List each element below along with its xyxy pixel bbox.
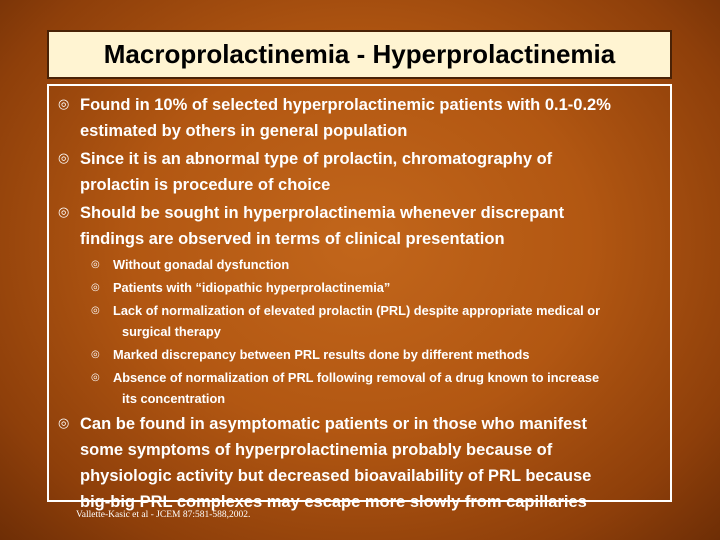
sub-bullet-text-line: Without gonadal dysfunction [113,257,290,272]
sub-bullet-item [91,367,662,409]
bullet-item [58,411,662,515]
bullet-icon: ◎ [58,151,70,166]
sub-bullet-item [91,254,662,275]
sub-bullet-icon: ◎ [91,305,100,316]
bullet-item [58,146,662,198]
bullet-text-line: Found in 10% of selected hyperprolactinemic patients with 0.1-0.2% [80,96,611,114]
sub-bullet-text-line: its concentration [122,391,226,406]
bullet-text-line: findings are observed in terms of clinical presentation [80,230,505,248]
sub-bullet-icon: ◎ [91,259,100,270]
sub-bullet-text-line: Marked discrepancy between PRL results done by different methods [113,347,530,362]
bullet-item [58,92,662,144]
bullet-text-line: estimated by others in general population [80,122,408,140]
sub-bullet-icon: ◎ [91,372,100,383]
bullet-icon: ◎ [58,97,70,112]
sub-bullet-icon: ◎ [91,349,100,360]
content-box [47,84,672,511]
slide-title: Macroprolactinemia - Hyperprolactinemia [103,39,616,69]
bullet-text-line: Can be found in asymptomatic patients or in those who manifest [80,415,587,433]
sub-bullet-item [91,344,662,365]
sub-bullet-text-line: Patients with “idiopathic hyperprolactinemia” [113,280,391,295]
bullet-text-line: prolactin is procedure of choice [80,176,331,194]
sub-bullet-icon: ◎ [91,282,100,293]
sub-bullet-text-line: surgical therapy [122,324,221,339]
bullet-icon: ◎ [58,416,70,431]
sub-bullet-text-line: Absence of normalization of PRL following removal of a drug known to increase [113,370,600,385]
bullet-text-line: physiologic activity but decreased bioavailability of PRL because [80,467,592,485]
bullet-icon: ◎ [58,205,70,220]
bullet-text-line: big-big PRL complexes may escape more slowly from capillaries [80,493,587,511]
bullet-item [58,200,662,252]
bullet-text-line: Should be sought in hyperprolactinemia whenever discrepant [80,204,565,222]
title-box [47,30,672,79]
sub-bullet-item [91,300,662,342]
sub-bullet-list [58,254,662,409]
sub-bullet-item [91,277,662,298]
bullet-text-line: Since it is an abnormal type of prolactin, chromatography of [80,150,553,168]
sub-bullet-text-line: Lack of normalization of elevated prolactin (PRL) despite appropriate medical or [113,303,601,318]
bullet-text-line: some symptoms of hyperprolactinemia probably because of [80,441,553,459]
citation: Vallette-Kasic et al - JCEM 87:581-588,2002. [76,510,251,520]
